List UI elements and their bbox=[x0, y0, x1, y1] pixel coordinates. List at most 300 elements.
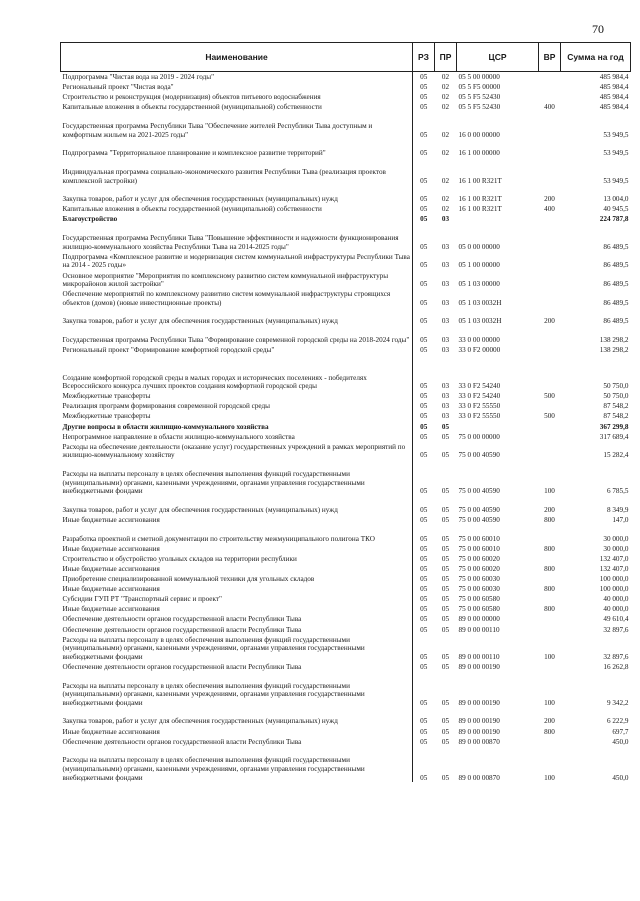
table-row bbox=[61, 326, 631, 345]
row-pr: 03 bbox=[441, 298, 450, 307]
row-name: Обеспечение деятельности органов государственной власти Республики Тыва bbox=[61, 736, 413, 746]
table-row bbox=[61, 431, 631, 441]
row-name: Иные бюджетные ассигнования bbox=[61, 514, 413, 524]
row-vr bbox=[539, 326, 561, 345]
row-sum: 100 000,0 bbox=[599, 575, 629, 584]
row-rz: 05 bbox=[420, 346, 428, 355]
row-pr: 05 bbox=[441, 595, 450, 604]
row-name: Капитальные вложения в объекты государственной (муниципальной) собственности bbox=[61, 102, 413, 112]
table-row bbox=[61, 102, 631, 112]
row-name: Обеспечение деятельности органов государственной власти Республики Тыва bbox=[61, 614, 413, 624]
table-row bbox=[61, 139, 631, 158]
row-csr: 33 0 F2 55550 bbox=[458, 412, 501, 421]
row-rz: 05 bbox=[420, 451, 428, 460]
row-vr: 100 bbox=[544, 698, 555, 707]
row-sum: 49 610,4 bbox=[603, 615, 629, 624]
row-csr: 16 1 00 R321T bbox=[458, 195, 502, 204]
row-csr: 75 0 00 60580 bbox=[458, 605, 500, 614]
table-row bbox=[61, 634, 631, 661]
header-name: Наименование bbox=[61, 43, 413, 72]
row-name: Строительство и обустройство угольных складов на территории республики bbox=[61, 553, 413, 563]
row-pr: 03 bbox=[441, 412, 450, 421]
header-rz: РЗ bbox=[413, 43, 435, 72]
row-rz: 05 bbox=[420, 698, 428, 707]
table-header-row bbox=[61, 43, 631, 72]
row-name: Субсидии ГУП РТ "Транспортный сервис и проект" bbox=[61, 594, 413, 604]
table-row bbox=[61, 563, 631, 573]
table-row bbox=[61, 92, 631, 102]
row-csr: 05 1 00 00000 bbox=[458, 261, 500, 270]
row-sum: 138 298,2 bbox=[599, 346, 629, 355]
row-sum: 15 282,4 bbox=[603, 451, 629, 460]
table-row bbox=[61, 307, 631, 326]
row-vr bbox=[539, 139, 561, 158]
table-row bbox=[61, 204, 631, 214]
row-csr: 33 0 00 00000 bbox=[458, 336, 500, 345]
row-csr: 75 0 00 60030 bbox=[458, 585, 500, 594]
table-row bbox=[61, 185, 631, 204]
row-csr: 05 5 00 00000 bbox=[458, 73, 500, 81]
table-row bbox=[61, 553, 631, 563]
table-row bbox=[61, 411, 631, 421]
row-vr bbox=[539, 441, 561, 460]
row-vr bbox=[539, 92, 561, 102]
table-row bbox=[61, 82, 631, 92]
row-csr: 75 0 00 60030 bbox=[458, 575, 500, 584]
table-row bbox=[61, 496, 631, 515]
row-pr: 05 bbox=[441, 605, 450, 614]
row-sum: 32 897,6 bbox=[603, 625, 629, 634]
row-sum: 53 949,5 bbox=[603, 149, 629, 158]
row-name: Закупка товаров, работ и услуг для обеспечения государственных (муниципальных) нужд bbox=[61, 185, 413, 204]
row-name: Создание комфортной городской среды в малых городах и исторических поселениях - победителях Всероссийского конкурса лучших проектов создания комфортной городской среды bbox=[61, 355, 413, 391]
row-sum: 132 407,0 bbox=[599, 564, 629, 573]
row-rz: 05 bbox=[420, 515, 428, 524]
header-csr: ЦСР bbox=[457, 43, 539, 72]
table-row bbox=[61, 251, 631, 270]
table-row bbox=[61, 604, 631, 614]
row-vr: 800 bbox=[544, 727, 555, 736]
row-sum: 9 342,2 bbox=[606, 698, 629, 707]
row-vr bbox=[539, 614, 561, 624]
row-csr: 05 1 03 00000 bbox=[458, 280, 500, 289]
table-row bbox=[61, 112, 631, 139]
row-pr: 05 bbox=[441, 585, 450, 594]
row-name: Иные бюджетные ассигнования bbox=[61, 563, 413, 573]
row-rz: 05 bbox=[420, 392, 428, 401]
row-sum: 40 000,0 bbox=[603, 595, 629, 604]
row-name: Закупка товаров, работ и услуг для обеспечения государственных (муниципальных) нужд bbox=[61, 707, 413, 726]
row-name: Государственная программа Республики Тыва "Обеспечение жителей Республики Тыва доступным и комфортным жильем на 2021-2025 годы" bbox=[61, 112, 413, 139]
row-pr: 02 bbox=[441, 103, 450, 112]
row-rz: 05 bbox=[420, 727, 428, 736]
row-csr: 75 0 00 40590 bbox=[458, 487, 500, 496]
row-sum: 6 222,9 bbox=[606, 717, 629, 726]
row-pr: 05 bbox=[441, 615, 450, 624]
table-row bbox=[61, 584, 631, 594]
row-sum: 86 489,5 bbox=[603, 317, 629, 326]
row-name: Обеспечение деятельности органов государственной власти Республики Тыва bbox=[61, 624, 413, 634]
table-row bbox=[61, 726, 631, 736]
row-pr: 02 bbox=[441, 149, 450, 158]
row-sum: 147,0 bbox=[612, 515, 629, 524]
row-name: Основное мероприятие "Мероприятия по комплексному развитию систем коммунальной инфраструктуры микрорайонов жилой застройки" bbox=[61, 270, 413, 289]
row-sum: 50 750,0 bbox=[603, 382, 629, 391]
row-vr: 800 bbox=[544, 544, 555, 553]
row-sum: 86 489,5 bbox=[603, 280, 629, 289]
row-pr: 03 bbox=[441, 392, 450, 401]
row-csr: 05 5 F5 52430 bbox=[458, 103, 501, 112]
row-vr bbox=[539, 421, 561, 431]
row-vr bbox=[539, 661, 561, 671]
row-pr: 05 bbox=[441, 737, 450, 746]
row-csr: 16 0 00 00000 bbox=[458, 130, 500, 139]
row-name: Расходы на выплаты персоналу в целях обеспечения выполнения функций государственными (муниципальными) органами, казенными учреждениями, органами управления государственными внебюджетными фондами bbox=[61, 672, 413, 708]
row-pr: 05 bbox=[441, 487, 450, 496]
row-pr: 02 bbox=[441, 176, 450, 185]
row-name: Региональный проект "Формирование комфортной городской среды" bbox=[61, 345, 413, 355]
row-sum: 450,0 bbox=[612, 737, 629, 746]
row-csr: 16 1 00 00000 bbox=[458, 149, 500, 158]
row-rz: 05 bbox=[420, 103, 428, 112]
row-name: Межбюджетные трансферты bbox=[61, 411, 413, 421]
budget-table bbox=[60, 42, 631, 782]
row-rz: 05 bbox=[420, 412, 428, 421]
row-pr: 03 bbox=[441, 242, 450, 251]
row-vr bbox=[539, 112, 561, 139]
row-csr: 75 0 00 60580 bbox=[458, 595, 500, 604]
row-pr: 05 bbox=[441, 698, 450, 707]
row-pr: 05 bbox=[441, 554, 450, 563]
row-vr bbox=[539, 525, 561, 544]
row-name: Закупка товаров, работ и услуг для обеспечения государственных (муниципальных) нужд bbox=[61, 496, 413, 515]
row-pr: 03 bbox=[441, 336, 450, 345]
row-rz: 05 bbox=[420, 544, 428, 553]
table-row bbox=[61, 514, 631, 524]
row-rz: 05 bbox=[420, 575, 428, 584]
table-row bbox=[61, 736, 631, 746]
row-name: Подпрограмма "Территориальное планирование и комплексное развитие территорий" bbox=[61, 139, 413, 158]
table-row bbox=[61, 158, 631, 185]
row-csr: 75 0 00 40590 bbox=[458, 451, 500, 460]
row-csr: 75 0 00 60020 bbox=[458, 564, 500, 573]
row-name: Расходы на выплаты персоналу в целях обеспечения выполнения функций государственными (муниципальными) органами, казенными учреждениями, органами управления государственными внебюджетными фондами bbox=[61, 460, 413, 496]
table-row bbox=[61, 345, 631, 355]
row-pr: 05 bbox=[441, 505, 450, 514]
row-pr: 05 bbox=[441, 625, 450, 634]
row-vr: 200 bbox=[544, 317, 555, 326]
row-vr: 400 bbox=[544, 205, 555, 214]
row-vr bbox=[539, 289, 561, 308]
row-pr: 02 bbox=[441, 83, 450, 92]
row-rz: 05 bbox=[420, 336, 428, 345]
row-vr bbox=[539, 270, 561, 289]
row-csr: 05 5 F5 00000 bbox=[458, 83, 501, 92]
row-name: Подпрограмма «Комплексное развитие и модернизация систем коммунальной инфраструктуры Республики Тыва на 2014 - 2025 годы» bbox=[61, 251, 413, 270]
row-csr: 05 5 F5 52430 bbox=[458, 93, 501, 102]
row-name: Закупка товаров, работ и услуг для обеспечения государственных (муниципальных) нужд bbox=[61, 307, 413, 326]
row-name: Государственная программа Республики Тыва "Повышение эффективности и надежности функционирования жилищно-коммунального хозяйства Республики Тыва на 2014-2025 годы" bbox=[61, 224, 413, 251]
row-rz: 05 bbox=[420, 773, 428, 782]
row-vr bbox=[539, 224, 561, 251]
row-pr: 03 bbox=[441, 346, 450, 355]
table-row bbox=[61, 672, 631, 708]
table-row bbox=[61, 594, 631, 604]
row-csr: 75 0 00 60010 bbox=[458, 544, 500, 553]
table-row bbox=[61, 441, 631, 460]
row-name: Капитальные вложения в объекты государственной (муниципальной) собственности bbox=[61, 204, 413, 214]
row-pr: 05 bbox=[441, 564, 450, 573]
row-name: Иные бюджетные ассигнования bbox=[61, 604, 413, 614]
row-rz: 05 bbox=[420, 662, 428, 671]
row-pr: 03 bbox=[441, 215, 450, 224]
row-csr bbox=[457, 214, 539, 224]
row-csr: 89 0 00 00190 bbox=[458, 662, 500, 671]
row-vr: 400 bbox=[544, 103, 555, 112]
row-sum: 86 489,5 bbox=[603, 298, 629, 307]
row-rz: 05 bbox=[420, 595, 428, 604]
row-sum: 50 750,0 bbox=[603, 392, 629, 401]
row-name: Другие вопросы в области жилищно-коммунального хозяйства bbox=[61, 421, 413, 431]
row-rz: 05 bbox=[420, 402, 428, 411]
row-pr: 05 bbox=[441, 717, 450, 726]
row-pr: 03 bbox=[441, 261, 450, 270]
row-pr: 05 bbox=[441, 534, 450, 543]
row-vr: 800 bbox=[544, 605, 555, 614]
row-csr: 89 0 00 00110 bbox=[458, 652, 500, 661]
table-row bbox=[61, 543, 631, 553]
row-rz: 05 bbox=[420, 737, 428, 746]
row-csr: 33 0 F2 54240 bbox=[458, 392, 501, 401]
header-pr: ПР bbox=[435, 43, 457, 72]
row-csr: 89 0 00 00190 bbox=[458, 727, 500, 736]
row-pr: 03 bbox=[441, 402, 450, 411]
row-pr: 05 bbox=[441, 515, 450, 524]
table-row bbox=[61, 707, 631, 726]
row-csr: 75 0 00 40590 bbox=[458, 515, 500, 524]
row-name: Подпрограмма "Чистая вода на 2019 - 2024 годы" bbox=[61, 72, 413, 82]
row-name: Обеспечение мероприятий по комплексному развитию систем коммунальной инфраструктуры строящихся объектов (домов) (новые инвестиционные проекты) bbox=[61, 289, 413, 308]
row-vr: 100 bbox=[544, 487, 555, 496]
row-rz: 05 bbox=[420, 625, 428, 634]
row-sum: 132 407,0 bbox=[599, 554, 629, 563]
row-sum: 32 897,6 bbox=[603, 652, 629, 661]
row-pr: 03 bbox=[441, 280, 450, 289]
row-sum: 87 548,2 bbox=[603, 402, 629, 411]
row-pr: 05 bbox=[441, 662, 450, 671]
row-rz: 05 bbox=[420, 652, 428, 661]
row-name: Расходы на выплаты персоналу в целях обеспечения выполнения функций государственными (муниципальными) органами, казенными учреждениями, органами управления государственными внебюджетными фондами bbox=[61, 634, 413, 661]
row-name: Благоустройство bbox=[61, 214, 413, 224]
row-vr bbox=[539, 401, 561, 411]
row-vr bbox=[539, 82, 561, 92]
row-sum: 13 004,0 bbox=[603, 195, 629, 204]
row-rz: 05 bbox=[420, 93, 428, 102]
row-rz: 05 bbox=[420, 83, 428, 92]
row-pr: 05 bbox=[441, 544, 450, 553]
row-vr: 100 bbox=[544, 773, 555, 782]
row-vr: 800 bbox=[544, 585, 555, 594]
row-csr: 75 0 00 40590 bbox=[458, 505, 500, 514]
row-pr: 02 bbox=[441, 195, 450, 204]
row-sum: 450,0 bbox=[612, 773, 629, 782]
row-vr: 800 bbox=[544, 515, 555, 524]
row-pr: 02 bbox=[441, 205, 450, 214]
row-vr: 200 bbox=[544, 195, 555, 204]
row-rz: 05 bbox=[420, 505, 428, 514]
row-name: Индивидуальная программа социально-экономического развития Республики Тыва (реализация проектов комплексной застройки) bbox=[61, 158, 413, 185]
row-rz: 05 bbox=[420, 73, 428, 81]
row-pr: 05 bbox=[441, 727, 450, 736]
table-row bbox=[61, 270, 631, 289]
row-sum: 30 000,0 bbox=[603, 534, 629, 543]
row-sum: 6 785,5 bbox=[606, 487, 629, 496]
table-row bbox=[61, 421, 631, 431]
row-csr: 89 0 00 00000 bbox=[458, 615, 500, 624]
row-name: Иные бюджетные ассигнования bbox=[61, 543, 413, 553]
row-rz: 05 bbox=[420, 422, 428, 431]
table-row bbox=[61, 746, 631, 782]
row-name: Реализация программ формирования современной городской среды bbox=[61, 401, 413, 411]
row-pr: 03 bbox=[441, 382, 450, 391]
row-sum: 697,7 bbox=[612, 727, 629, 736]
row-pr: 05 bbox=[441, 451, 450, 460]
row-csr: 33 0 F2 00000 bbox=[458, 346, 501, 355]
table-row bbox=[61, 401, 631, 411]
page-number: 70 bbox=[592, 22, 604, 36]
row-vr: 200 bbox=[544, 505, 555, 514]
row-sum: 86 489,5 bbox=[603, 261, 629, 270]
row-rz: 05 bbox=[420, 280, 428, 289]
row-rz: 05 bbox=[420, 215, 428, 224]
table-row bbox=[61, 614, 631, 624]
row-vr: 800 bbox=[544, 564, 555, 573]
row-rz: 05 bbox=[420, 717, 428, 726]
row-csr: 33 0 F2 55550 bbox=[458, 402, 501, 411]
row-csr: 89 0 00 00870 bbox=[458, 773, 500, 782]
row-sum: 86 489,5 bbox=[603, 242, 629, 251]
row-sum: 317 689,4 bbox=[599, 432, 629, 441]
row-vr bbox=[539, 158, 561, 185]
row-sum: 138 298,2 bbox=[599, 336, 629, 345]
row-rz: 05 bbox=[420, 554, 428, 563]
row-pr: 02 bbox=[441, 93, 450, 102]
row-pr: 03 bbox=[441, 317, 450, 326]
row-name: Приобретение специализированной коммунальной техники для угольных складов bbox=[61, 574, 413, 584]
table-row bbox=[61, 574, 631, 584]
row-sum: 485 984,4 bbox=[599, 83, 629, 92]
row-csr: 89 0 00 00190 bbox=[458, 717, 500, 726]
row-csr: 16 1 00 R321T bbox=[458, 205, 502, 214]
row-vr: 100 bbox=[544, 652, 555, 661]
row-sum: 40 945,5 bbox=[603, 205, 629, 214]
row-name: Государственная программа Республики Тыва "Формирование современной городской среды на 2018-2024 годы" bbox=[61, 326, 413, 345]
row-rz: 05 bbox=[420, 298, 428, 307]
row-rz: 05 bbox=[420, 534, 428, 543]
row-rz: 05 bbox=[420, 261, 428, 270]
row-rz: 05 bbox=[420, 205, 428, 214]
row-csr: 75 0 00 60020 bbox=[458, 554, 500, 563]
row-vr: 500 bbox=[544, 412, 555, 421]
row-csr: 05 1 03 0032H bbox=[458, 317, 502, 326]
row-rz: 05 bbox=[420, 487, 428, 496]
row-vr: 500 bbox=[544, 392, 555, 401]
row-sum: 485 984,4 bbox=[599, 103, 629, 112]
row-name: Иные бюджетные ассигнования bbox=[61, 584, 413, 594]
row-pr: 05 bbox=[441, 773, 450, 782]
table-row bbox=[61, 391, 631, 401]
table-row bbox=[61, 355, 631, 391]
row-vr bbox=[539, 553, 561, 563]
row-pr: 05 bbox=[441, 432, 450, 441]
row-pr: 02 bbox=[441, 73, 450, 81]
row-name: Расходы на обеспечение деятельности (оказание услуг) государственных учреждений в рамках мероприятий по жилищно-коммунальному хозяйству bbox=[61, 441, 413, 460]
row-rz: 05 bbox=[420, 605, 428, 614]
row-vr bbox=[539, 431, 561, 441]
row-pr: 05 bbox=[441, 422, 450, 431]
row-sum: 367 299,8 bbox=[599, 422, 629, 431]
row-rz: 05 bbox=[420, 176, 428, 185]
row-csr: 33 0 F2 54240 bbox=[458, 382, 501, 391]
row-csr: 05 0 00 00000 bbox=[458, 242, 500, 251]
row-rz: 05 bbox=[420, 130, 428, 139]
row-name: Расходы на выплаты персоналу в целях обеспечения выполнения функций государственными (муниципальными) органами, казенными учреждениями, органами управления государственными внебюджетными фондами bbox=[61, 746, 413, 782]
row-vr bbox=[539, 345, 561, 355]
row-vr bbox=[539, 251, 561, 270]
row-rz: 05 bbox=[420, 195, 428, 204]
row-rz: 05 bbox=[420, 432, 428, 441]
row-pr: 05 bbox=[441, 575, 450, 584]
row-vr bbox=[539, 72, 561, 82]
row-pr: 02 bbox=[441, 130, 450, 139]
table-row bbox=[61, 72, 631, 82]
row-csr: 16 1 00 R321T bbox=[458, 176, 502, 185]
table-row bbox=[61, 525, 631, 544]
row-pr: 05 bbox=[441, 652, 450, 661]
row-sum: 53 949,5 bbox=[603, 130, 629, 139]
row-csr: 05 1 03 0032H bbox=[458, 298, 502, 307]
row-name: Межбюджетные трансферты bbox=[61, 391, 413, 401]
row-name: Иные бюджетные ассигнования bbox=[61, 726, 413, 736]
row-vr bbox=[539, 355, 561, 391]
row-sum: 8 349,9 bbox=[606, 505, 629, 514]
row-sum: 53 949,5 bbox=[603, 176, 629, 185]
table-row bbox=[61, 661, 631, 671]
row-csr: 75 0 00 60010 bbox=[458, 534, 500, 543]
row-name: Непрограммное направление в области жилищно-коммунального хозяйства bbox=[61, 431, 413, 441]
table-body bbox=[61, 72, 631, 783]
row-vr: 200 bbox=[544, 717, 555, 726]
row-vr bbox=[539, 736, 561, 746]
row-csr: 89 0 00 00110 bbox=[458, 625, 500, 634]
row-rz: 05 bbox=[420, 382, 428, 391]
row-csr: 89 0 00 00190 bbox=[458, 698, 500, 707]
row-sum: 87 548,2 bbox=[603, 412, 629, 421]
row-sum: 485 984,4 bbox=[599, 93, 629, 102]
row-name: Строительство и реконструкция (модернизация) объектов питьевого водоснабжения bbox=[61, 92, 413, 102]
row-sum: 224 787,8 bbox=[599, 215, 629, 224]
row-vr bbox=[539, 214, 561, 224]
table-row bbox=[61, 214, 631, 224]
row-rz: 05 bbox=[420, 317, 428, 326]
row-rz: 05 bbox=[420, 242, 428, 251]
row-csr: 89 0 00 00870 bbox=[458, 737, 500, 746]
row-rz: 05 bbox=[420, 585, 428, 594]
row-vr bbox=[539, 574, 561, 584]
row-vr bbox=[539, 624, 561, 634]
header-vr: ВР bbox=[539, 43, 561, 72]
row-sum: 485 984,4 bbox=[599, 73, 629, 81]
